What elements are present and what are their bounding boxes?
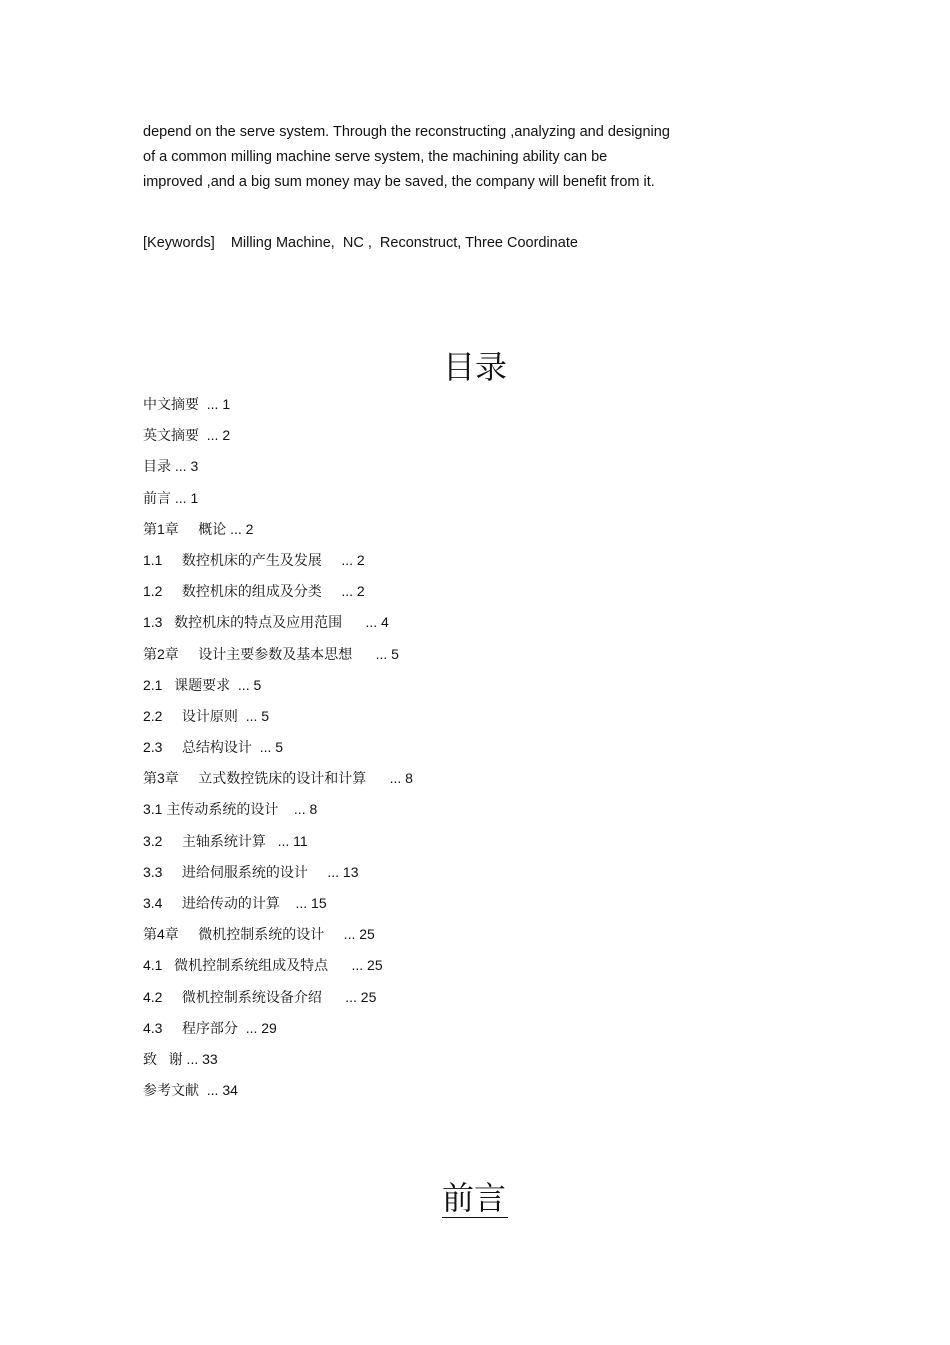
toc-entry: 第4章 微机控制系统的设计 ... 25 (143, 926, 375, 943)
toc-entry: 3.2 主轴系统计算 ... 11 (143, 832, 308, 849)
toc-entry: 致 谢 ... 33 (143, 1050, 218, 1067)
abstract-line: improved ,and a big sum money may be saved, the company will benefit from it. (143, 174, 655, 190)
abstract-text (143, 120, 743, 195)
toc-entry: 参考文献 ... 34 (143, 1082, 238, 1099)
toc-entry: 4.3 程序部分 ... 29 (143, 1019, 277, 1036)
toc-entry: 第2章 设计主要参数及基本思想 ... 5 (143, 645, 399, 662)
toc-title: 目录 (442, 348, 507, 386)
toc-entry: 中文摘要 ... 1 (143, 396, 231, 412)
toc-entry: 4.1 微机控制系统组成及特点 ... 25 (143, 957, 383, 974)
abstract-line: depend on the serve system. Through the reconstructing ,analyzing and designing (143, 124, 670, 140)
toc-entry: 2.1 课题要求 ... 5 (143, 676, 262, 693)
toc-entry: 4.2 微机控制系统设备介绍 ... 25 (143, 988, 377, 1005)
toc-entry: 前言 ... 1 (143, 489, 199, 506)
toc-entry: 第3章 立式数控铣床的设计和计算 ... 8 (143, 770, 413, 787)
preface-title-text: 前言 (441, 1179, 506, 1217)
toc-entry: 3.4 进给传动的计算 ... 15 (143, 895, 327, 911)
toc-entry: 2.2 设计原则 ... 5 (143, 707, 270, 724)
toc-entry: 3.3 进给伺服系统的设计 ... 13 (143, 863, 359, 880)
keywords-line: [Keywords] Milling Machine, NC , Reconstruct, Three Coordinate (143, 235, 578, 251)
toc-entry: 2.3 总结构设计 ... 5 (143, 739, 284, 756)
toc-entry: 第1章 概论 ... 2 (143, 520, 254, 537)
toc-entry: 1.2 数控机床的组成及分类 ... 2 (143, 583, 365, 600)
abstract-line: of a common milling machine serve system, the machining ability can be (143, 149, 608, 165)
toc-entry: 目录 ... 3 (143, 458, 199, 475)
toc-entry: 1.1 数控机床的产生及发展 ... 2 (143, 551, 365, 568)
toc-entry: 3.1 主传动系统的设计 ... 8 (143, 801, 318, 818)
toc-entry: 1.3 数控机床的特点及应用范围 ... 4 (143, 614, 389, 631)
preface-title (0, 1176, 950, 1220)
table-of-contents (143, 394, 413, 1111)
toc-entry: 英文摘要 ... 2 (143, 427, 231, 444)
